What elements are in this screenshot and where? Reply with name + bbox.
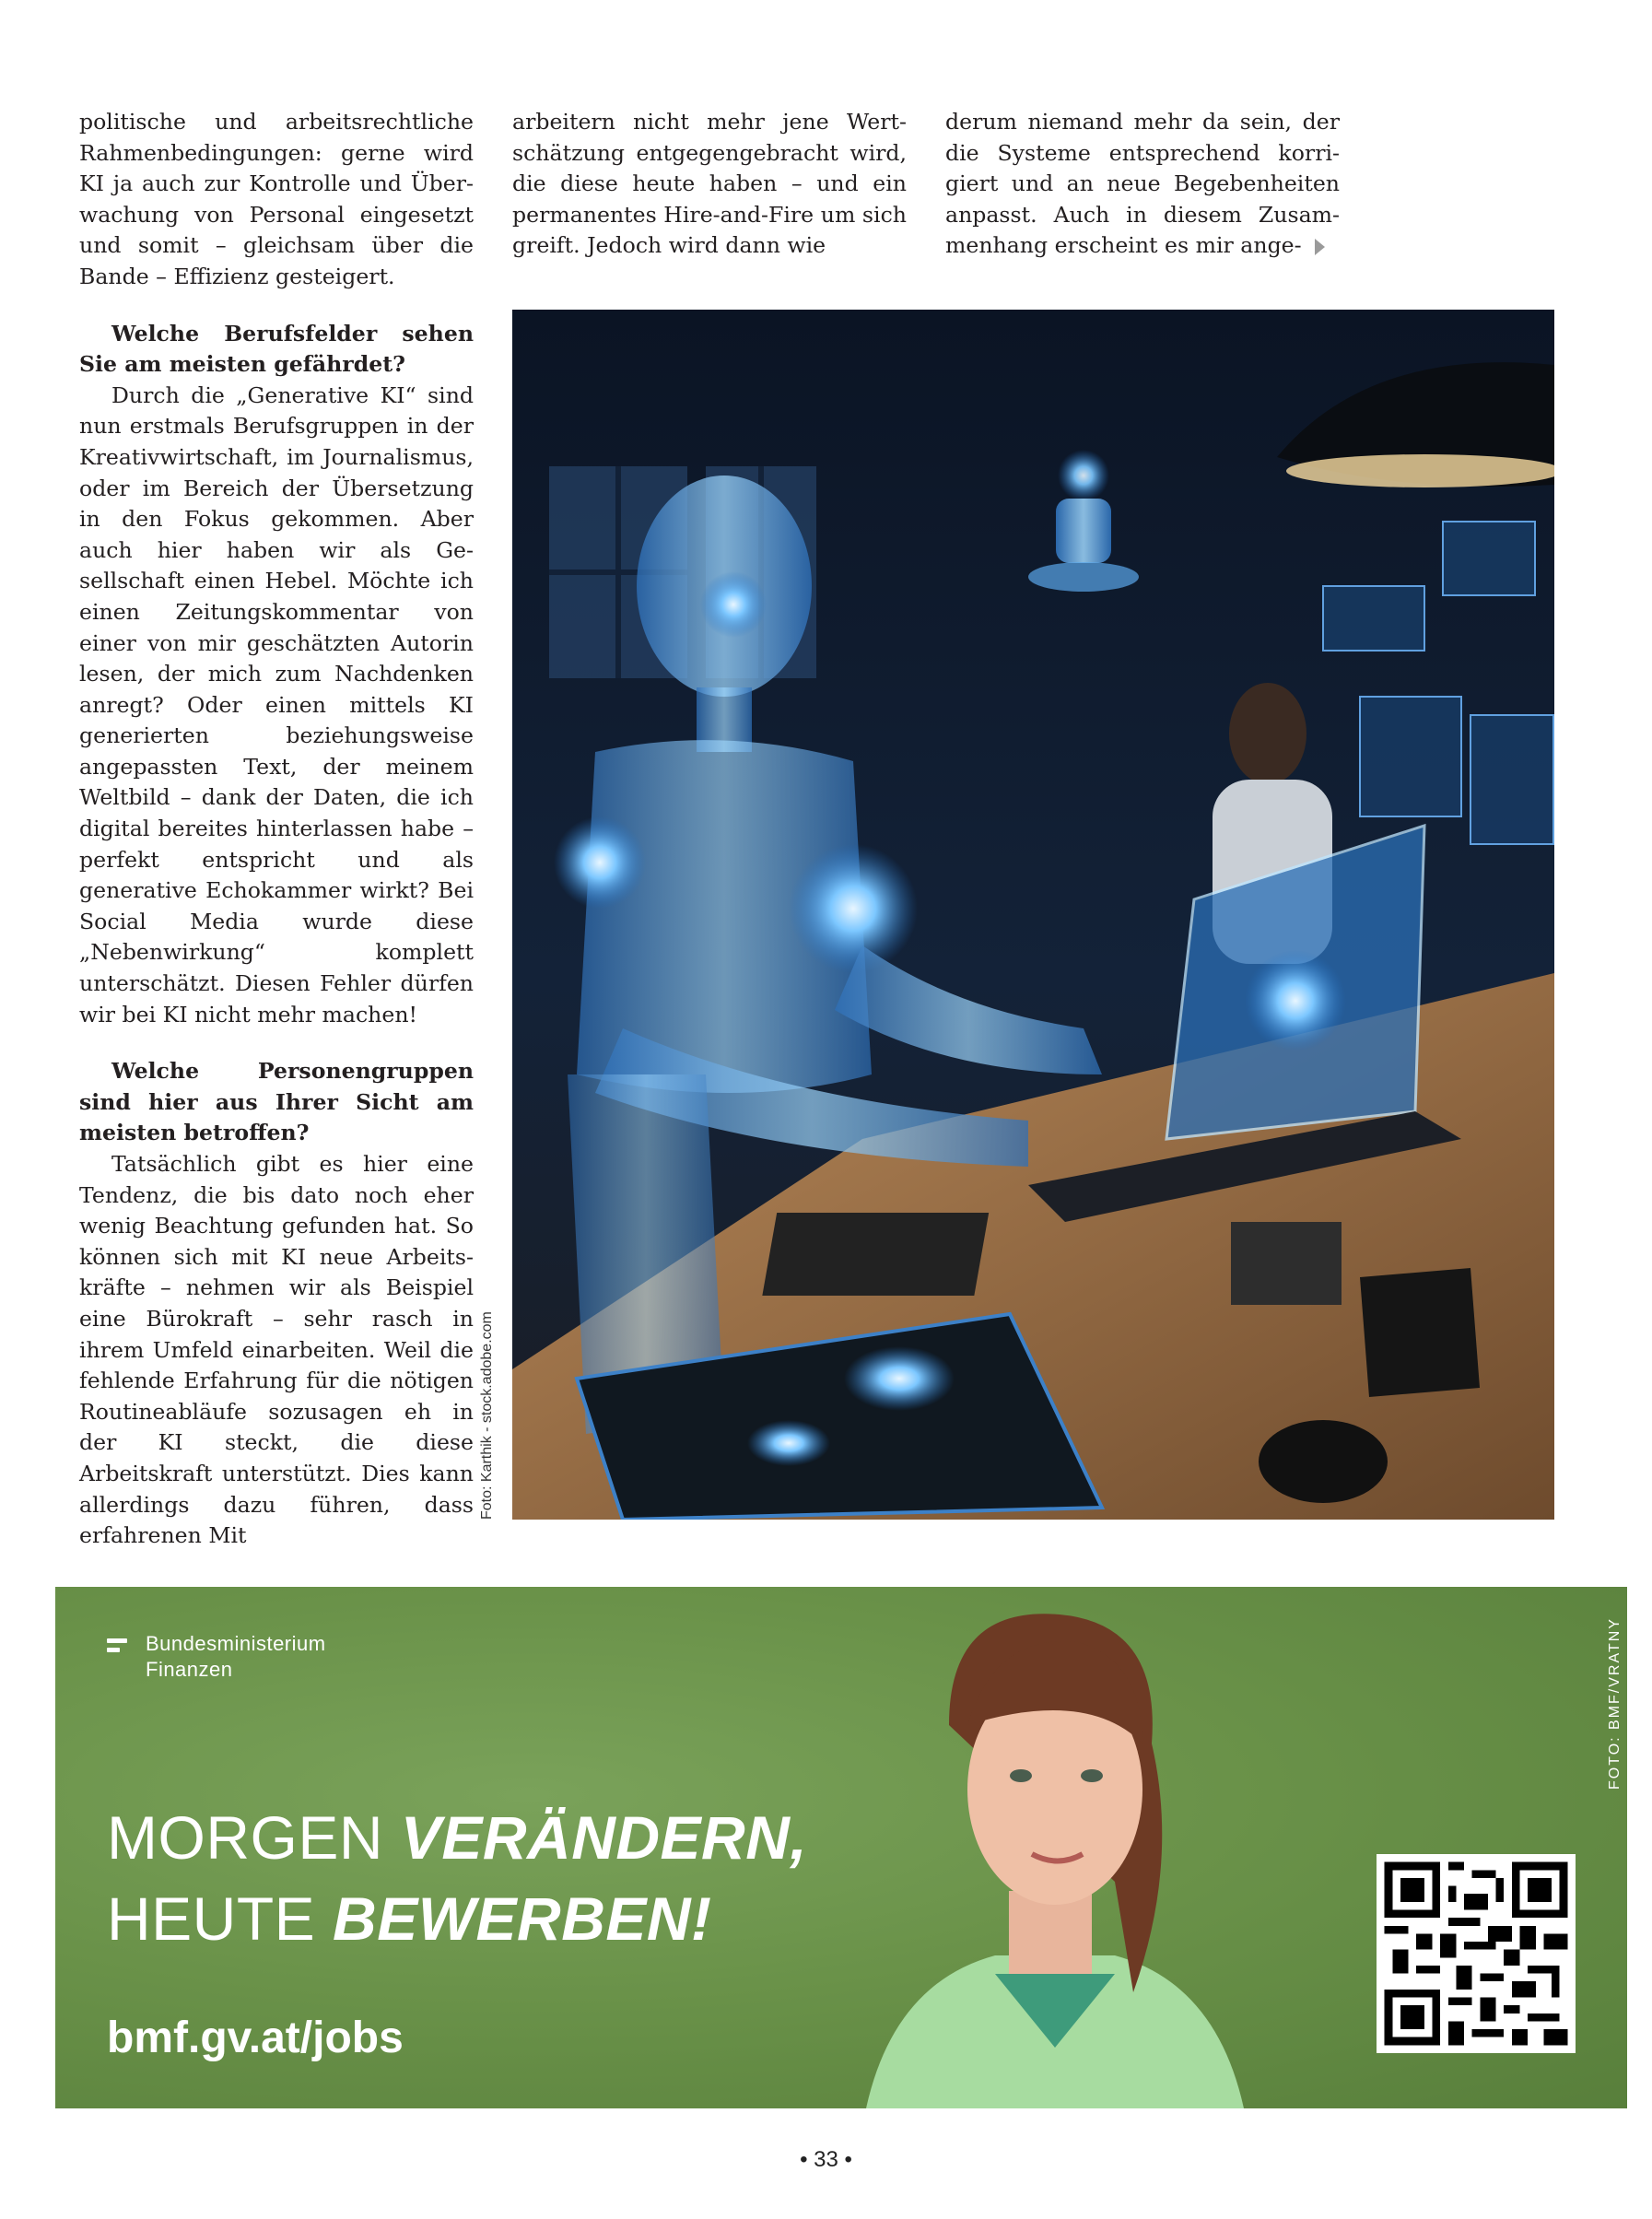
bmf-logo-icon <box>107 1638 127 1657</box>
headline-word-heute: HEUTE <box>107 1884 316 1953</box>
qr-code-icon[interactable] <box>1377 1854 1576 2053</box>
article-column-2 <box>512 107 907 262</box>
page-number: • 33 • <box>800 2147 852 2172</box>
question-1: Welche Berufsfelder sehen Sie am meisten gefährdet? <box>79 320 474 378</box>
ministry-line-2: Finanzen <box>146 1658 233 1681</box>
column-3-text-body: derum niemand mehr da sein, der die Systeme entsprechend korrigiert und an neue Begebenheiten anpasst. Auch in diesem Zusammenhang erscheint es mir ange- <box>945 109 1340 259</box>
answer-2: Tatsächlich gibt es hier eine Tendenz, die bis dato noch eher wenig Beachtung gefunden hat. So können sich mit KI neue Arbeitskräfte – nehmen wir als Beispiel eine Bürokraft – sehr rasch in ihrem Umfeld einarbeiten. Weil die fehlende Erfahrung für die nötigen Routineabläufe sozusagen eh in der KI steckt, die diese Arbeitskraft unterstützt. Dies kann allerdings dazu führen, dass erfahrenen Mit <box>79 1151 474 1549</box>
ai-robot-illustration <box>512 310 1554 1520</box>
ministry-name <box>146 1631 326 1683</box>
headline-word-veraendern: VERÄNDERN, <box>400 1803 808 1872</box>
article-column-1 <box>79 107 474 1552</box>
headline-word-morgen: MORGEN <box>107 1803 383 1872</box>
intro-paragraph: politische und arbeitsrechtliche Rahmenbedingungen: gerne wird KI ja auch zur Kontrolle und Überwachung von Personal eingesetzt und somit – gleichsam über die Bande – Effizienz gesteigert. <box>79 109 474 289</box>
column-2-text: arbeitern nicht mehr jene Wertschätzung entgegengebracht wird, die diese heute haben – und ein permanentes Hire-and-Fire um sich greift. Jedoch wird dann wie <box>512 109 907 259</box>
ad-photo-credit: FOTO: BMF/VRATNY <box>1607 1617 1623 1790</box>
woman-portrait <box>811 1587 1271 2108</box>
photo-credit: Foto: Karthik - stock.adobe.com <box>479 1311 495 1520</box>
continue-arrow-icon <box>1315 239 1325 255</box>
question-2: Welche Personengruppen sind hier aus Ihrer Sicht am meisten betroffen? <box>79 1058 474 1146</box>
answer-1: Durch die „Generative KI“ sind nun erstmals Berufsgruppen in der Kreativwirtschaft, im Journalismus, oder im Bereich der Übersetzung in den Fokus gekommen. Aber auch hier haben wir als Gesellschaft einen Hebel. Möchte ich einen Zeitungskommentar von einer von mir geschätzten Autorin lesen, der mich zum Nachdenken anregt? Oder einen mittels KI generierten beziehungsweise angepassten Text, der meinem Weltbild – dank der Daten, die ich digital bereites hinterlassen habe – perfekt entspricht und als generative Echokammer wirkt? Bei Social Media wurde diese „Nebenwirkung“ komplett unterschätzt. Diesen Fehler dürfen wir bei KI nicht mehr machen! <box>79 382 474 1027</box>
ministry-line-1: Bundesministerium <box>146 1632 326 1655</box>
bmf-job-advertisement[interactable] <box>55 1587 1627 2108</box>
ad-headline <box>107 1797 807 1959</box>
column-3-text <box>945 107 1340 262</box>
headline-word-bewerben: BEWERBEN! <box>333 1884 712 1953</box>
article-column-3 <box>945 107 1340 262</box>
ad-url-link[interactable]: bmf.gv.at/jobs <box>107 2014 404 2062</box>
